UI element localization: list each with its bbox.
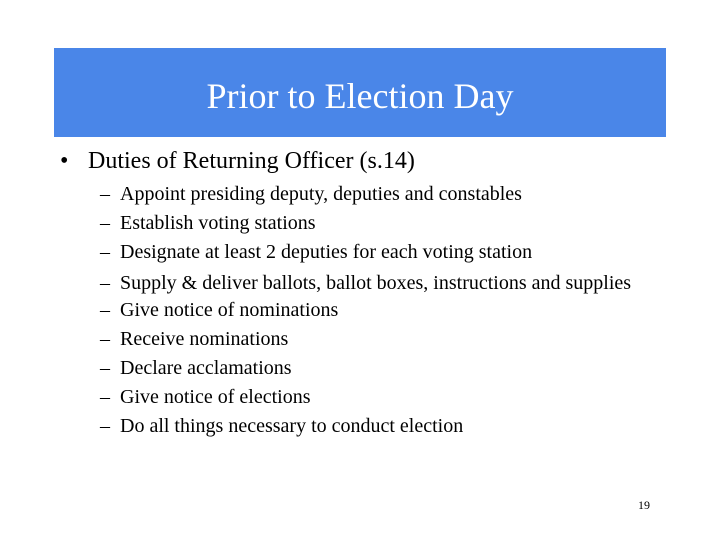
sub-bullet-item (100, 209, 660, 238)
sub-bullet-text: Designate at least 2 deputies for each voting station (120, 241, 533, 263)
sub-bullet-text: Appoint presiding deputy, deputies and constables (120, 183, 522, 205)
sub-bullet-marker: – (100, 386, 110, 408)
sub-bullet-item (100, 412, 660, 441)
sub-bullet-text: Give notice of elections (120, 386, 311, 408)
sub-bullet-marker: – (100, 357, 110, 379)
sub-bullet-marker: – (100, 415, 110, 437)
sub-bullet-text: Supply & deliver ballots, ballot boxes, instructions and supplies (120, 272, 632, 294)
sub-bullet-marker: – (100, 328, 110, 350)
sub-bullet-marker: – (100, 241, 110, 263)
sub-bullet-marker: – (100, 272, 110, 294)
sub-bullet-item (100, 296, 660, 325)
sub-bullet-list (100, 180, 660, 441)
bullet-marker: • (60, 148, 69, 174)
sub-bullet-text: Receive nominations (120, 328, 289, 350)
slide-title: Prior to Election Day (206, 75, 514, 116)
sub-bullet-text: Establish voting stations (120, 212, 316, 234)
sub-bullet-text: Declare acclamations (120, 357, 292, 379)
sub-bullet-item (100, 267, 660, 296)
sub-bullet-item (100, 383, 660, 412)
slide-number: 19 (638, 498, 650, 512)
sub-bullet-item (100, 354, 660, 383)
sub-bullet-marker: – (100, 183, 110, 205)
sub-bullet-item (100, 325, 660, 354)
main-bullet-text: Duties of Returning Officer (s.14) (88, 148, 415, 174)
sub-bullet-text: Do all things necessary to conduct election (120, 415, 464, 437)
sub-bullet-marker: – (100, 299, 110, 321)
sub-bullet-text: Give notice of nominations (120, 299, 339, 321)
title-banner (54, 48, 666, 137)
main-bullet (60, 146, 415, 176)
sub-bullet-marker: – (100, 212, 110, 234)
sub-bullet-item (100, 180, 660, 209)
sub-bullet-item (100, 238, 660, 267)
